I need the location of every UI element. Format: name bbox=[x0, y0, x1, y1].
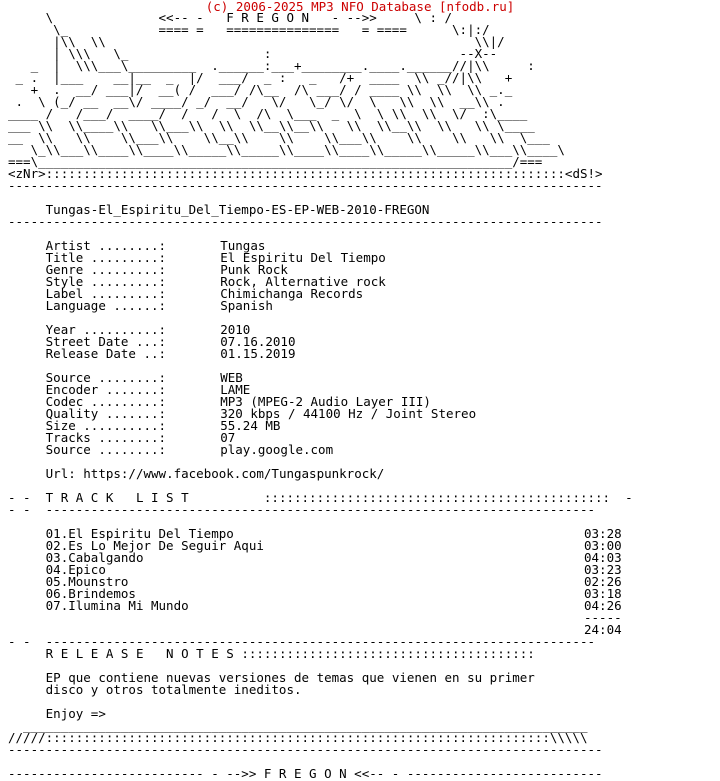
info-row-genre: Genre .........: Punk Rock bbox=[45, 262, 288, 277]
info-row-year: Year ..........: 2010 bbox=[45, 322, 251, 337]
track-row: 01.El Espiritu Del Tiempo 03:28 bbox=[45, 526, 622, 541]
info-row-language: Language ......: Spanish bbox=[45, 298, 273, 313]
info-row-url: Url: https://www.facebook.com/Tungaspunkrock/ bbox=[45, 466, 385, 481]
info-row-source: Source ........: WEB bbox=[45, 370, 243, 385]
release-notes-heading-line: R E L E A S E N O T E S ::::::::::::::::::::::::::::::::::::::: bbox=[45, 646, 535, 661]
release-notes-text-2: disco y otros totalmente ineditos. bbox=[45, 682, 302, 697]
info-row-label: Label .........: Chimichanga Records bbox=[45, 286, 364, 301]
facebook-url-link[interactable]: https://www.facebook.com/Tungaspunkrock/ bbox=[83, 466, 385, 481]
release-notes-text-1: EP que contiene nuevas versiones de temas que vienen en su primer bbox=[45, 670, 535, 685]
info-row-title: Title .........: El Espiritu Del Tiempo bbox=[45, 250, 386, 265]
tracklist-heading: T R A C K L I S T bbox=[45, 490, 189, 505]
info-row-source-2: Source ........: play.google.com bbox=[45, 442, 334, 457]
track-row: 05.Mounstro 02:26 bbox=[45, 574, 622, 589]
track-row: 04.Epico 03:23 bbox=[45, 562, 622, 577]
ascii-logo-art: |\\ \\ \\|/ | \\\ \_ : --X-- _ | \\\___\_________ .______:___+________.____.______//|\\ : _ . |___ __|__ _ |/ ___/ _ : _ /+ ____ \\ _//|\\ + + . __/ ___|/ __( / ___/ /\__ /\ ___/ / ____ \\ \\ \\ _._ . \ (_/ __ __\/ ____/ _/ __/ \/ \_/ \/ \ \\ \\ __\\ . ____ / /___/ ____/ / / \ /\ \___ _ \ \ \\ \\ \/ :\____ ___ \\ \\____\\ \\___\\ \\ \\__\\__\\ \\ \\__\\ \\ \\ \____ __ \\ \\ \\___\\ \\__\\ \\ \\___\\ \\ \\ \\ \___ \_\\___\\____\\____\\_____\\_____\\____\\____\\_____\\_____\\___\\____\ ===\_______________________________________________________________/=== bbox=[8, 34, 565, 169]
header-tag-line: <zNr>:::::::::::::::::::::::::::::::::::::::::::::::::::::::::::::::::::::<dS!> bbox=[8, 166, 603, 181]
release-name: Tungas-El_Espiritu_Del_Tiempo-ES-EP-WEB-2010-FREGON bbox=[45, 202, 430, 217]
banner-line-2: \_ ==== = =============== = ==== \:|:/ bbox=[8, 22, 490, 37]
info-row-style: Style .........: Rock, Alternative rock bbox=[45, 274, 386, 289]
info-row-artist: Artist ........: Tungas bbox=[45, 238, 266, 253]
total-rule: ----- bbox=[584, 610, 622, 625]
track-row: 02.Es Lo Mejor De Seguir Aqui 03:00 bbox=[45, 538, 622, 553]
total-time: 24:04 bbox=[584, 622, 622, 637]
info-row-size: Size ..........: 55.24 MB bbox=[45, 418, 281, 433]
banner-line-1: \ <<-- - F R E G O N - -->> \ : / bbox=[8, 10, 453, 25]
footer-line: -------------------------- - -->> F R E G O N <<-- - -------------------------- bbox=[8, 766, 603, 781]
nfo-document: \ <<-- - F R E G O N - -->> \ : / \_ ==== = =============== = ==== \:|:/ |\\ \\ \\|/ | \\\ \_ : --X-- _ | \\\___\_________ .______:___+________.____.______//|\\ : _ . |___ __|__ _ |/ ___/ _ : _ /+ ____ \\ _//|\\ + + . __/ ___|/ __( / ___/ /\__ /\ ___/ / ____ \\ \\ \\ _._ . \ (_/ __ __\/ ____/ _/ __/ \/ \_/ \/ \ \\ \\ __\\ . ____ / /___/ ____/ / / \ /\ \___ _ \ \ \\ \\ \/ :\____ ___ \\ \\____\\ \\___\\ \\ \\__\\__\\ \\ \\__\\ \\ \\ \____ __ \\ \\ \\___\\ \\__\\ \\ \\___\\ \\ \\ \\ \___ \_\\___\\____\\____\\_____\\_____\\____\\____\\_____\\_____\\___\\____\ ===\_______________________________________________________________/=== <zNr>:::::::::::::::::::::::::::::::::::::::::::::::::::::::::::::::::::::<dS!> ------------------------------------------------------------------------------- Tungas-El_Espiritu_Del_Tiempo-ES-EP-WEB-2010-FREGON ------------------------------------------------------------------------------- Artist ........: Tungas Title .........: El Espiritu Del Tiempo Genre .........: Punk Rock Style .........: Rock, Alternative rock Label .........: Chimichanga Records Language ......: Spanish Year ..........: 2010 Street Date ...: 07.16.2010 Release Date ..: 01.15.2019 Source ........: WEB Encoder .......: LAME Codec .........: MP3 (MPEG-2 Audio Layer III) Quality .......: 320 kbps / 44100 Hz / Joint Stereo Size ..........: 55.24 MB Tracks ........: 07 Source ........: play.google.com Url: https://www.facebook.com/Tungaspunkrock/ - - T R A C K L I S T :::::::::::::::::::::::::::::::::::::::::::::: - - - ------------------------------------------------------------------------- 01.El Espiritu Del Tiempo 03:28 02.Es Lo Mejor De Seguir Aqui 03:00 03.Cabalgando 04:03 04.Epico 03:23 05.Mounstro 02:26 06.Brindemos 03:18 07.Ilumina Mi Mundo 04:26 ----- 24:04 - - ------------------------------------------------------------------------- R E L E A S E N O T E S ::::::::::::::::::::::::::::::::::::::: EP que contiene nuevas versiones de temas que vienen en su primer disco y otros totalmente ineditos. Enjoy => ___________________________________________________________________________ /////:::::::::::::::::::::::::::::::::::::::::::::::::::::::::::::::::::\\\\\ ------------------------------------------------------------------------------- -------------------------- - -->> F R E G O N <<-- - -------------------------- bbox=[8, 10, 633, 781]
release-notes-heading: R E L E A S E N O T E S bbox=[45, 646, 234, 661]
release-notes-closing: Enjoy => bbox=[45, 706, 106, 721]
copyright-notice: (c) 2006-2025 MP3 NFO Database [nfodb.ru] bbox=[205, 0, 515, 14]
track-row: 06.Brindemos 03:18 bbox=[45, 586, 622, 601]
info-row-quality: Quality .......: 320 kbps / 44100 Hz / Joint Stereo bbox=[45, 406, 477, 421]
tracklist-heading-line: - - T R A C K L I S T :::::::::::::::::::::::::::::::::::::::::::::: - bbox=[8, 490, 633, 505]
info-row-codec: Codec .........: MP3 (MPEG-2 Audio Layer III) bbox=[45, 394, 431, 409]
info-row-release-date: Release Date ..: 01.15.2019 bbox=[45, 346, 296, 361]
track-row: 07.Ilumina Mi Mundo 04:26 bbox=[45, 598, 622, 613]
info-row-tracks: Tracks ........: 07 bbox=[45, 430, 236, 445]
track-row: 03.Cabalgando 04:03 bbox=[45, 550, 622, 565]
info-row-street-date: Street Date ...: 07.16.2010 bbox=[45, 334, 296, 349]
info-row-encoder: Encoder .......: LAME bbox=[45, 382, 251, 397]
